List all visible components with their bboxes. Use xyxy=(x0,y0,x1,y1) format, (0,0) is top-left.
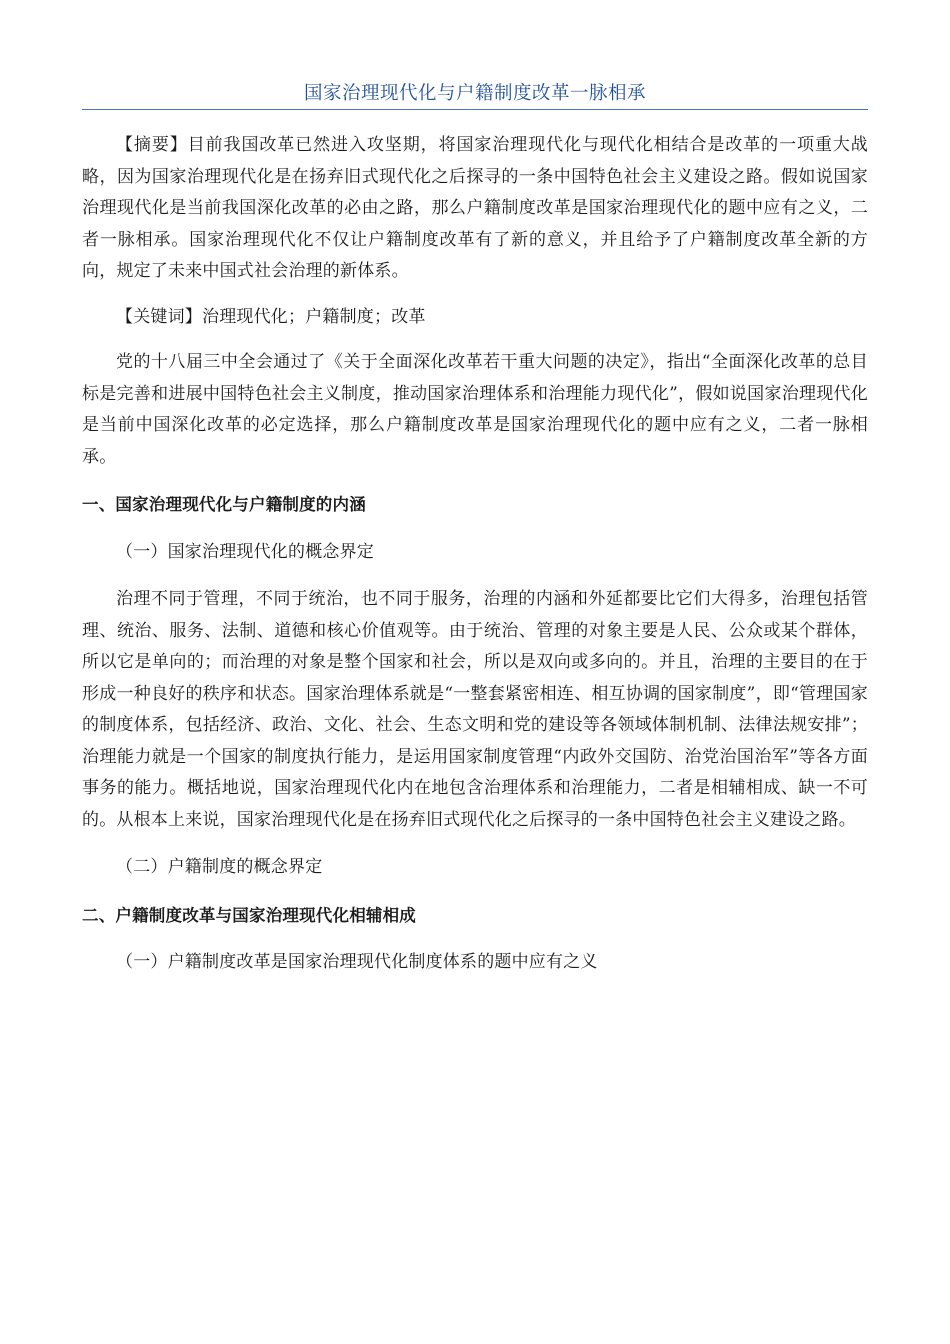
subsection-body-1-1: 治理不同于管理，不同于统治，也不同于服务，治理的内涵和外延都要比它们大得多，治理包括管理、统治、服务、法制、道德和核心价值观等。由于统治、管理的对象主要是人民、公众或某个群体，所以它是单向的；而治理的对象是整个国家和社会，所以是双向或多向的。并且，治理的主要目的在于形成一种良好的秩序和状态。国家治理体系就是“一整套紧密相连、相互协调的国家制度”，即“管理国家的制度体系，包括经济、政治、文化、社会、生态文明和党的建设等各领域体制机制、法律法规安排”；治理能力就是一个国家的制度执行能力，是运用国家制度管理“内政外交国防、治党治国治军”等各方面事务的能力。概括地说，国家治理现代化内在地包含治理体系和治理能力，二者是相辅相成、缺一不可的。从根本上来说，国家治理现代化是在扬弃旧式现代化之后探寻的一条中国特色社会主义建设之路。 xyxy=(82,589,868,830)
abstract-paragraph: 【摘要】目前我国改革已然进入攻坚期，将国家治理现代化与现代化相结合是改革的一项重大战略，因为国家治理现代化是在扬弃旧式现代化之后探寻的一条中国特色社会主义建设之路。假如说国家治理现代化是当前我国深化改革的必由之路，那么户籍制度改革是国家治理现代化的题中应有之义，二者一脉相承。国家治理现代化不仅让户籍制度改革有了新的意义，并且给予了户籍制度改革全新的方向，规定了未来中国式社会治理的新体系。 xyxy=(82,135,868,281)
document-header-title: 国家治理现代化与户籍制度改革一脉相承 xyxy=(303,83,646,104)
header-divider xyxy=(82,109,868,110)
document-page xyxy=(82,0,868,979)
subsection-heading-1-2: （二）户籍制度的概念界定 xyxy=(116,857,323,877)
section-heading-2: 二、户籍制度改革与国家治理现代化相辅相成 xyxy=(82,905,416,925)
intro-paragraph: 党的十八届三中全会通过了《关于全面深化改革若干重大问题的决定》，指出“全面深化改革的总目标是完善和进展中国特色社会主义制度，推动国家治理体系和治理能力现代化”，假如说国家治理现代化是当前中国深化改革的必定选择，那么户籍制度改革是国家治理现代化的题中应有之义，二者一脉相承。 xyxy=(82,352,868,467)
keywords-paragraph: 【关键词】治理现代化；户籍制度；改革 xyxy=(116,306,426,327)
subsection-heading-1-1: （一）国家治理现代化的概念界定 xyxy=(116,541,374,562)
section-heading-1: 一、国家治理现代化与户籍制度的内涵 xyxy=(82,495,366,514)
subsection-heading-2-1: （一）户籍制度改革是国家治理现代化制度体系的题中应有之义 xyxy=(116,952,598,972)
